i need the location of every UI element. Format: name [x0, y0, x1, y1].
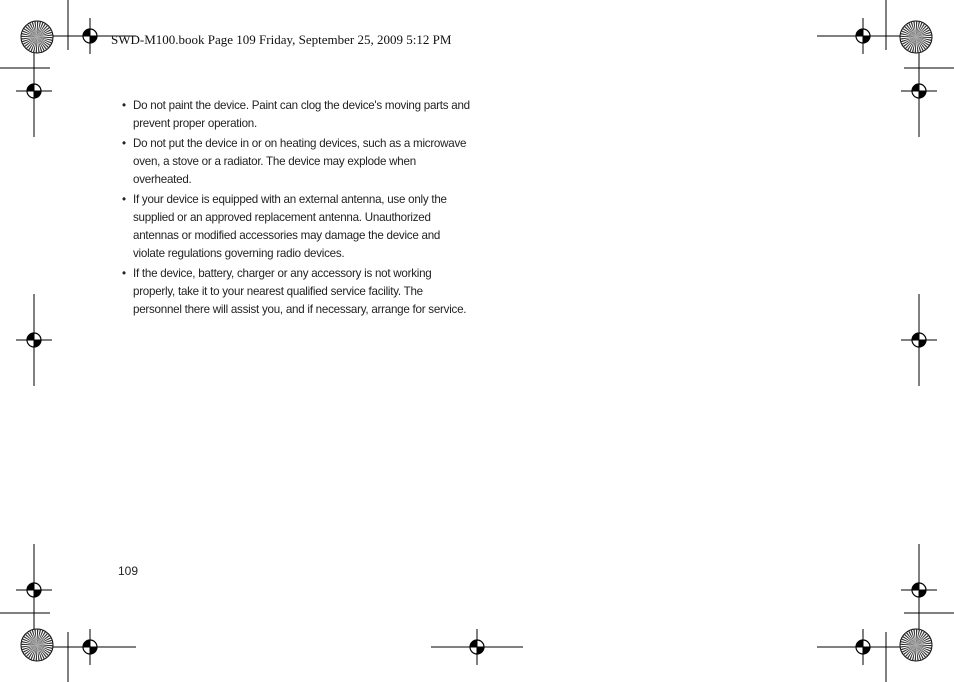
bullet-item: • Do not put the device in or on heating devices, such as a microwave oven, a stove or a radiator. The device may explode when overheated.: [120, 135, 470, 189]
registration-crosshair: [431, 629, 523, 665]
bullet-item: • If your device is equipped with an external antenna, use only the supplied or an approved replacement antenna. Unauthorized antennas or modified accessories may damage the device and violate regulations governing radio devices.: [120, 191, 470, 263]
safety-bullet-list: [120, 97, 470, 319]
registration-crosshair: [16, 544, 52, 636]
starburst-target: [900, 21, 932, 53]
page-number: 109: [118, 564, 139, 578]
starburst-target: [21, 629, 53, 661]
body-text: [120, 97, 470, 321]
starburst-target: [21, 21, 53, 53]
bullet-item: • Do not paint the device. Paint can clog the device's moving parts and prevent proper operation.: [120, 97, 470, 133]
registration-crosshair: [817, 629, 909, 665]
registration-crosshair: [817, 18, 909, 54]
starburst-target: [900, 629, 932, 661]
registration-crosshair: [44, 629, 136, 665]
registration-crosshair: [901, 544, 937, 636]
registration-crosshair: [16, 294, 52, 386]
registration-crosshair: [16, 45, 52, 137]
book-slug-line: SWD-M100.book Page 109 Friday, September 25, 2009 5:12 PM: [111, 32, 452, 47]
bullet-item: • If the device, battery, charger or any accessory is not working properly, take it to your nearest qualified service facility. The personnel there will assist you, and if necessary, arrange for service.: [120, 265, 470, 319]
registration-crosshair: [901, 294, 937, 386]
registration-crosshair: [901, 45, 937, 137]
